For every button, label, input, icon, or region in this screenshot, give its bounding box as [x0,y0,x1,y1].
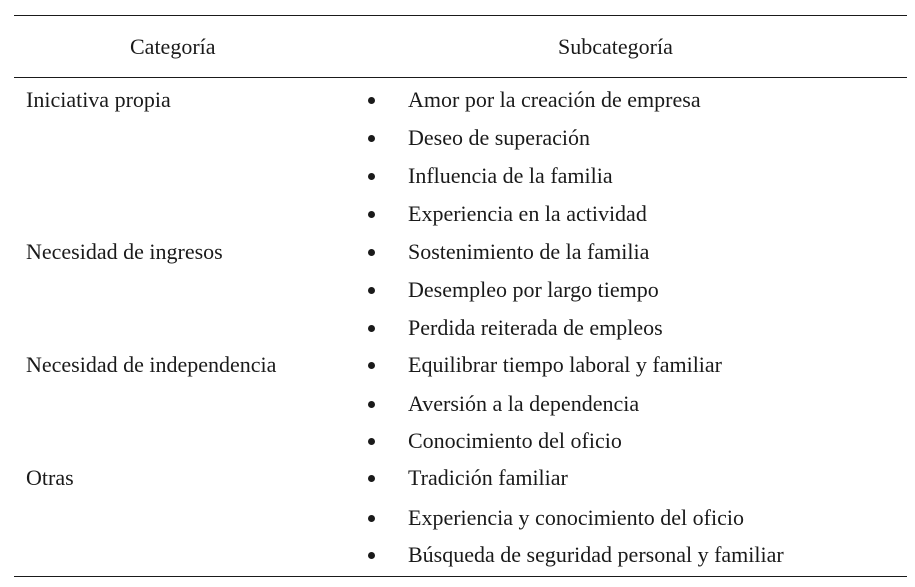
header-category: Categoría [130,34,216,59]
table-row [0,200,915,238]
bullet-icon [368,438,375,445]
bullet-icon [368,173,375,180]
subcategory-cell: Sostenimiento de la familia [408,239,650,264]
header-subcategory: Subcategoría [558,34,673,59]
top-rule [14,15,907,16]
category-cell: Necesidad de independencia [26,352,277,377]
bullet-icon [368,362,375,369]
bullet-icon [368,515,375,522]
bullet-icon [368,325,375,332]
table-row [0,464,915,502]
subcategory-cell: Perdida reiterada de empleos [408,315,663,340]
table-row [0,541,915,579]
subcategory-cell: Búsqueda de seguridad personal y familiar [408,542,784,567]
subcategory-cell: Equilibrar tiempo laboral y familiar [408,352,723,377]
category-cell: Necesidad de ingresos [26,239,223,264]
bullet-icon [368,211,375,218]
table-row [0,276,915,314]
header-rule [14,77,907,78]
bullet-icon [368,249,375,256]
table-row [0,351,915,389]
bullet-icon [368,475,375,482]
bullet-icon [368,135,375,142]
table-row [0,86,915,124]
category-cell: Otras [26,465,74,490]
subcategory-cell: Experiencia en la actividad [408,201,647,226]
table-row [0,427,915,465]
subcategory-cell: Aversión a la dependencia [408,391,640,416]
subcategory-cell: Influencia de la familia [408,163,613,188]
bullet-icon [368,287,375,294]
subcategory-cell: Amor por la creación de empresa [408,87,701,112]
bullet-icon [368,401,375,408]
bottom-rule [14,576,907,577]
table-row [0,238,915,276]
bullet-icon [368,552,375,559]
subcategory-cell: Desempleo por largo tiempo [408,277,659,302]
subcategory-cell: Experiencia y conocimiento del oficio [408,505,744,530]
table-row [0,390,915,428]
category-cell: Iniciativa propia [26,87,171,112]
subcategory-cell: Tradición familiar [408,465,568,490]
bullet-icon [368,97,375,104]
subcategory-cell: Deseo de superación [408,125,591,150]
table-row [0,504,915,542]
table-row [0,124,915,162]
subcategory-cell: Conocimiento del oficio [408,428,622,453]
table-row [0,162,915,200]
table-row [0,314,915,352]
